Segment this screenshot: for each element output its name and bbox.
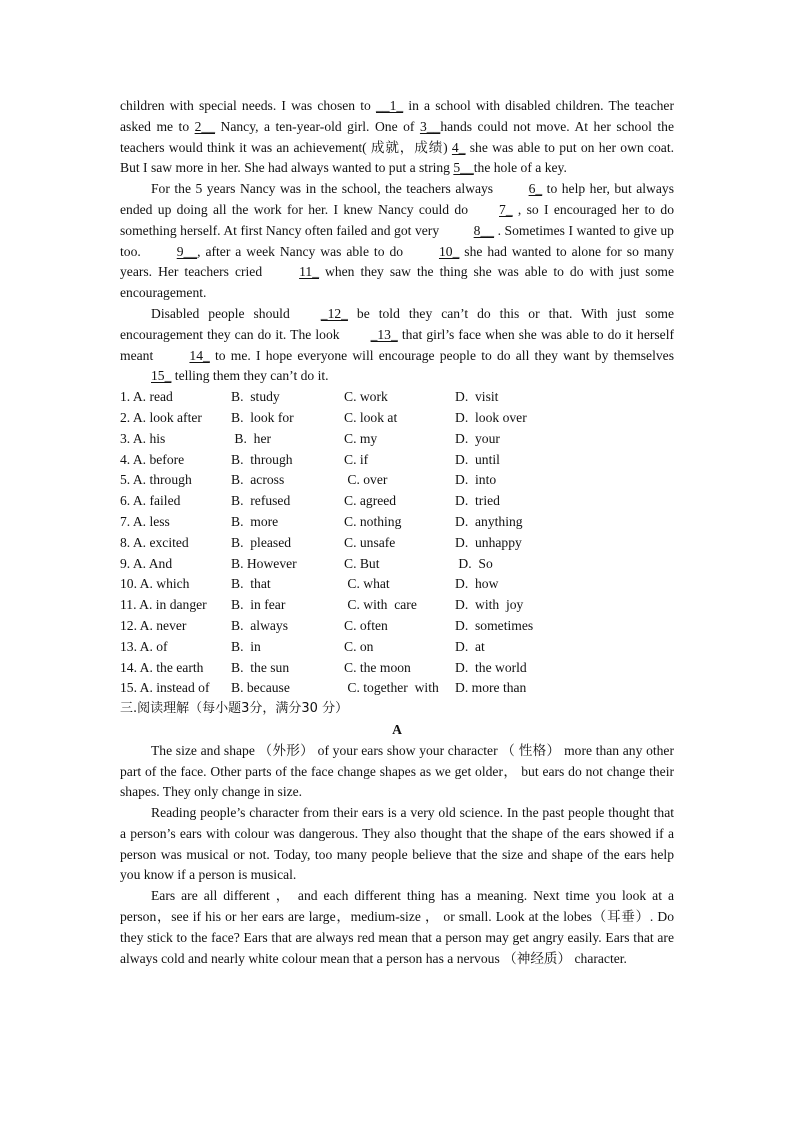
option-choice: 6. A. failed xyxy=(120,493,181,509)
option-choice: C. work xyxy=(344,389,388,405)
cloze-text: in a school with disabled children. The teacher asked me to xyxy=(120,98,674,134)
cloze-text: telling them they can’t do it. xyxy=(171,368,329,384)
cloze-text: . Sometimes I wanted to give up too. xyxy=(120,222,674,259)
cloze-blank: 2__ xyxy=(194,118,216,134)
option-row xyxy=(120,429,674,450)
cloze-text: children with special needs. I was chosen to xyxy=(120,98,376,113)
option-choice: D. look over xyxy=(455,409,527,425)
option-choice: C. agreed xyxy=(344,493,397,509)
cloze-paragraph xyxy=(120,96,674,179)
cloze-text: the hole of a key. xyxy=(473,160,567,176)
option-row xyxy=(120,554,674,575)
option-choice: C. often xyxy=(344,617,388,633)
option-choice: C. on xyxy=(344,638,374,654)
cloze-blank: 3__ xyxy=(419,118,441,134)
option-choice: D. how xyxy=(455,576,499,592)
reading-paragraph: Ears are all different ， and each different thing has a meaning. Next time you look at a person，see if his or her ears are large，medium-size ， or small. Look at the lobes（耳垂）. Do they stick to the face? Ears that are always red mean that a person may get angry easily. Ears that are always cold and nearly white colour mean that a person has a nervous （神经质） character. xyxy=(120,888,674,966)
cloze-blank: 8__ xyxy=(473,222,495,238)
option-choice: 10. A. which xyxy=(120,576,190,592)
option-choice: 15. A. instead of xyxy=(120,680,210,696)
option-choice: B. her xyxy=(231,430,272,446)
option-choice: B. look for xyxy=(231,409,294,425)
option-choice: D. your xyxy=(455,430,500,446)
option-row xyxy=(120,512,674,533)
option-choice: C. nothing xyxy=(344,513,402,529)
option-choice: C. the moon xyxy=(344,659,411,675)
option-choice: D. unhappy xyxy=(455,534,522,550)
option-choice: D. So xyxy=(455,555,493,571)
cloze-text: Disabled people should xyxy=(151,305,290,321)
cloze-blank: 15_ xyxy=(151,368,172,384)
option-choice: D. sometimes xyxy=(455,617,534,633)
option-choice: 7. A. less xyxy=(120,513,170,529)
cloze-blank: 7_ xyxy=(499,201,513,217)
option-choice: B. that xyxy=(231,576,271,592)
option-choice: 12. A. never xyxy=(120,617,187,633)
cloze-blank: 9__ xyxy=(176,243,198,259)
option-choice: 3. A. his xyxy=(120,430,166,446)
option-row xyxy=(120,595,674,616)
cloze-text: , so I encouraged her to do something herself. At first Nancy often failed and got very xyxy=(120,201,674,238)
option-choice: B. the sun xyxy=(231,659,290,675)
cloze-blank: _13_ xyxy=(370,326,398,342)
section-title: 三.阅读理解（每小题3分，满分30 分） xyxy=(120,701,349,717)
option-choice: D. into xyxy=(455,472,497,488)
option-row xyxy=(120,408,674,429)
option-choice: B. in xyxy=(231,638,261,654)
cloze-blank: 10_ xyxy=(438,243,460,259)
cloze-blank: 11_ xyxy=(299,264,320,280)
option-choice: 9. A. And xyxy=(120,555,173,571)
cloze-text: , after a week Nancy was able to do xyxy=(197,243,408,259)
option-row xyxy=(120,574,674,595)
cloze-text: when they saw the thing she was able to do with just some encouragement. xyxy=(120,264,675,301)
option-choice: B. refused xyxy=(231,493,291,509)
option-row xyxy=(120,637,674,658)
option-choice: D. tried xyxy=(455,493,500,509)
option-choice: 5. A. through xyxy=(120,472,192,488)
option-choice: B. in fear xyxy=(231,597,286,613)
option-row xyxy=(120,450,674,471)
option-choice: B. through xyxy=(231,451,293,467)
option-row xyxy=(120,658,674,679)
cloze-text: she had wanted to alone for so many years. Her teachers cried xyxy=(120,243,674,280)
option-choice: D. until xyxy=(455,451,500,467)
option-choice: B. However xyxy=(231,555,297,571)
option-choice: D. with joy xyxy=(455,597,524,613)
cloze-blank: 5__ xyxy=(453,160,474,176)
cloze-paragraph xyxy=(120,179,674,304)
option-choice: C. But xyxy=(344,555,380,571)
option-choice: D. the world xyxy=(455,659,527,675)
option-choice: B. across xyxy=(231,472,285,488)
option-choice: C. my xyxy=(344,430,378,446)
reading-passage xyxy=(120,741,674,970)
option-choice: C. look at xyxy=(344,409,398,425)
option-choice: B. study xyxy=(231,389,280,405)
cloze-text: be told they can’t do this or that. With just some encouragement they can do it. The look xyxy=(120,305,674,342)
option-choice: C. over xyxy=(344,472,388,488)
passage-title: A xyxy=(392,721,402,737)
option-row xyxy=(120,678,674,699)
cloze-passage xyxy=(120,96,674,387)
cloze-blank: 4_ xyxy=(451,139,466,155)
option-choice: C. what xyxy=(344,576,390,592)
reading-paragraph: Reading people’s character from their ears is a very old science. In the past people thought that a person’s ears with colour was dangerous. They also thought that the shape of the ears showed if a person was musical or not. Today, too many people believe that the size and shape of the ears help you know if a person is musical. xyxy=(120,805,674,883)
cloze-paragraph xyxy=(120,304,674,387)
cloze-blank: __1_ xyxy=(375,98,404,113)
exam-page xyxy=(120,96,674,969)
cloze-text: to help her, but always ended up doing all the work for her. I knew Nancy could do xyxy=(120,181,674,217)
option-choice: 8. A. excited xyxy=(120,534,189,550)
option-choice: 1. A. read xyxy=(120,389,173,405)
cloze-text: Nancy, a ten-year-old girl. One of xyxy=(215,118,420,134)
option-row xyxy=(120,616,674,637)
option-row xyxy=(120,387,674,408)
option-choice: 4. A. before xyxy=(120,451,185,467)
option-choice: D. anything xyxy=(455,513,523,529)
cloze-blank: _12_ xyxy=(320,305,348,321)
option-choice: C. together with xyxy=(344,680,439,696)
option-choice: D. more than xyxy=(455,680,527,696)
option-choice: B. pleased xyxy=(231,534,292,550)
option-choice: B. more xyxy=(231,513,279,529)
cloze-text: hands could not move. At her school the teachers would think it was an achievement( 成就，成绩) xyxy=(120,118,674,155)
option-choice: C. with care xyxy=(344,597,417,613)
option-choice: D. at xyxy=(455,638,485,654)
option-choice: 2. A. look after xyxy=(120,409,202,425)
cloze-text: to me. I hope everyone will encourage people to do all they want by themselves xyxy=(209,347,674,363)
option-choice: B. always xyxy=(231,617,289,633)
cloze-text: For the 5 years Nancy was in the school, the teachers always xyxy=(151,181,498,197)
option-choice: C. if xyxy=(344,451,369,467)
option-choice: B. because xyxy=(231,680,290,696)
cloze-options xyxy=(120,387,674,699)
option-row xyxy=(120,533,674,554)
option-choice: 11. A. in danger xyxy=(120,597,207,613)
option-choice: D. visit xyxy=(455,389,499,405)
reading-paragraph: The size and shape （外形） of your ears show your character （ 性格） more than any other part of the face. Other parts of the face change shapes as we get older， but ears do not change their shapes. They only change in size. xyxy=(120,742,674,800)
cloze-text: that girl’s face when she was able to do it herself meant xyxy=(120,326,675,363)
option-row xyxy=(120,491,674,512)
option-row xyxy=(120,470,674,491)
option-choice: C. unsafe xyxy=(344,534,396,550)
cloze-text: she was able to put on her own coat. But I saw more in her. She had always wanted to put a string xyxy=(120,139,674,176)
option-choice: 13. A. of xyxy=(120,638,168,654)
option-choice: 14. A. the earth xyxy=(120,659,204,675)
cloze-blank: 6_ xyxy=(528,181,543,197)
cloze-blank: 14_ xyxy=(189,347,210,363)
